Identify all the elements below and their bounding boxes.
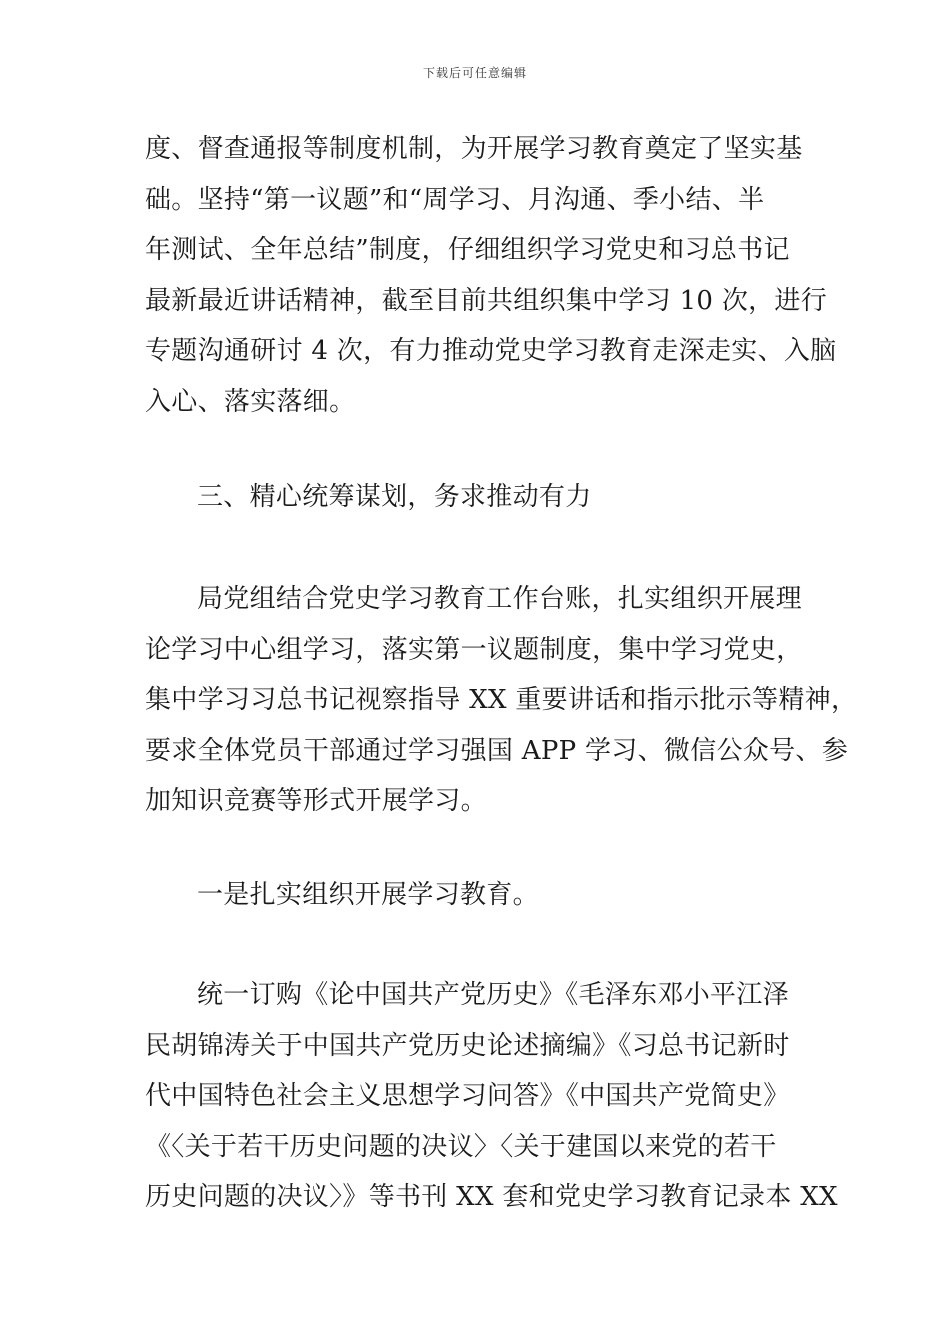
page-header-note: 下载后可任意编辑 [422, 66, 527, 80]
text-line: 专题沟通研讨 4 次，有力推动党史学习教育走深走实、入脑 [145, 336, 837, 366]
text-line: 代中国特色社会主义思想学习问答》《中国共产党简史》 [145, 1081, 790, 1111]
paragraph-3 [145, 574, 858, 827]
text-line: 统一订购《论中国共产党历史》《毛泽东邓小平江泽 [197, 980, 789, 1010]
text-line: 础。坚持“第一议题”和“周学习、月沟通、季小结、半 [145, 184, 765, 215]
text-line: 要求全体党员干部通过学习强国 APP 学习、微信公众号、参 [145, 735, 848, 766]
text-line: 度、督查通报等制度机制，为开展学习教育奠定了坚实基 [145, 134, 803, 164]
text-line: 历史问题的决议〉》等书刊 XX 套和党史学习教育记录本 XX [145, 1182, 838, 1212]
heading-line: 三、精心统筹谋划，务求推动有力 [197, 482, 592, 512]
text-line: 年测试、全年总结”制度，仔细组织学习党史和习总书记 [145, 235, 790, 265]
text-line: 加知识竞赛等形式开展学习。 [145, 786, 487, 816]
section-heading [145, 472, 825, 523]
paragraph-4 [145, 870, 825, 921]
text-line: 最新最近讲话精神，截至目前共组织集中学习 10 次，进行 [145, 285, 828, 316]
text-line: 一是扎实组织开展学习教育。 [197, 880, 539, 910]
text-line: 《〈关于若干历史问题的决议〉〈关于建国以来党的若干 [145, 1131, 777, 1162]
text-line: 局党组结合党史学习教育工作台账，扎实组织开展理 [197, 584, 802, 614]
text-line: 民胡锦涛关于中国共产党历史论述摘编》《习总书记新时 [145, 1030, 790, 1061]
paragraph-1 [145, 124, 837, 427]
text-line: 论学习中心组学习，落实第一议题制度，集中学习党史， [145, 634, 803, 665]
text-line: 入心、落实落细。 [145, 386, 356, 417]
paragraph-5 [145, 970, 838, 1223]
text-line: 集中学习习总书记视察指导 XX 重要讲话和指示批示等精神， [145, 685, 858, 715]
